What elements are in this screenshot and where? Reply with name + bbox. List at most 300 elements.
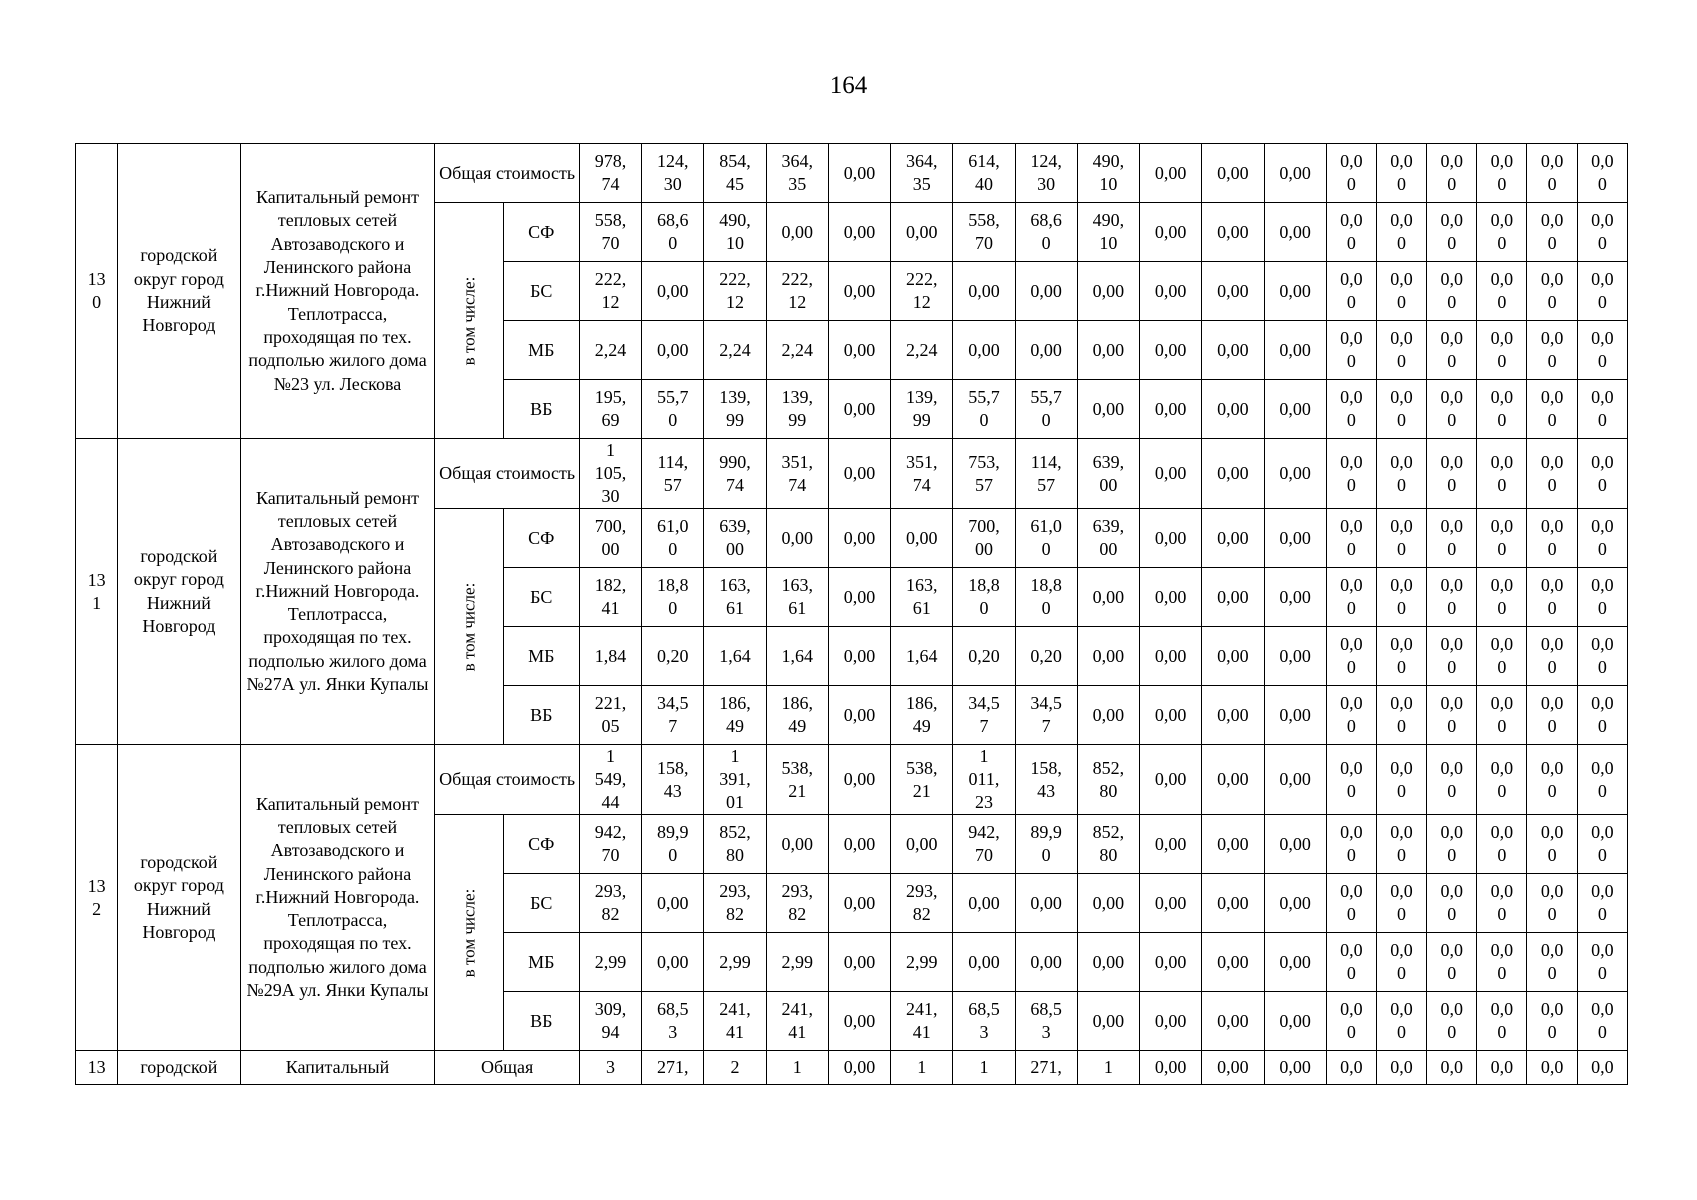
value-cell: 0,0 0 [1376,874,1426,933]
value-cell: 0,0 0 [1326,686,1376,745]
value-cell: 0,0 0 [1326,380,1376,439]
value-cell: 0,00 [1140,992,1202,1051]
value-cell: 34,5 7 [953,686,1015,745]
value-cell: 0,0 0 [1326,874,1376,933]
value-cell: 0,0 0 [1427,203,1477,262]
value-cell: 2,99 [766,933,828,992]
row-number: 13 2 [76,745,118,1051]
value-cell: 0,0 0 [1427,745,1477,815]
value-cell: 351, 74 [766,439,828,509]
value-cell: 538, 21 [766,745,828,815]
value-cell: 0,00 [1264,992,1326,1051]
value-cell: 0,0 0 [1376,509,1426,568]
value-cell: 0,0 0 [1376,933,1426,992]
value-cell: 0,0 0 [1477,144,1527,203]
value-cell: 0,0 0 [1376,568,1426,627]
value-cell: 0,0 0 [1527,933,1577,992]
value-cell: 18,8 0 [642,568,704,627]
value-cell: 0,0 0 [1326,321,1376,380]
value-cell: 0,00 [1264,933,1326,992]
value-cell: 2 [704,1051,766,1085]
value-cell: 293, 82 [891,874,953,933]
value-cell: 182, 41 [579,568,641,627]
value-cell: 0,0 [1577,1051,1627,1085]
page-number: 164 [829,72,868,99]
value-cell: 0,0 0 [1376,686,1426,745]
table-row [76,144,1628,203]
value-cell: 0,00 [1202,321,1264,380]
value-cell: 186, 49 [704,686,766,745]
municipality-cell: городской [118,1051,240,1085]
value-cell: 1 391, 01 [704,745,766,815]
value-cell: 942, 70 [953,815,1015,874]
row-number: 13 0 [76,144,118,439]
value-cell: 1 105, 30 [579,439,641,509]
value-cell: 0,0 0 [1376,203,1426,262]
value-cell: 0,0 0 [1477,933,1527,992]
value-cell: 1 [766,1051,828,1085]
value-cell: 639, 00 [704,509,766,568]
value-cell: 0,00 [891,815,953,874]
value-cell: 68,5 3 [1015,992,1077,1051]
value-cell: 2,24 [579,321,641,380]
value-cell: 2,24 [891,321,953,380]
total-cost-label: Общая [435,1051,580,1085]
funding-source-label: СФ [503,509,579,568]
value-cell: 0,0 0 [1326,439,1376,509]
value-cell: 0,0 0 [1427,439,1477,509]
value-cell: 0,00 [828,933,890,992]
value-cell: 0,0 0 [1477,568,1527,627]
value-cell: 0,0 0 [1427,380,1477,439]
municipality-cell: городской округ город Нижний Новгород [118,144,240,439]
value-cell: 0,00 [1202,992,1264,1051]
value-cell: 0,0 0 [1326,992,1376,1051]
value-cell: 0,00 [828,815,890,874]
value-cell: 700, 00 [579,509,641,568]
value-cell: 1,64 [704,627,766,686]
value-cell: 0,0 0 [1376,380,1426,439]
value-cell: 0,00 [1202,568,1264,627]
value-cell: 0,0 0 [1477,321,1527,380]
value-cell: 364, 35 [766,144,828,203]
value-cell: 0,0 0 [1527,380,1577,439]
value-cell: 0,0 0 [1527,439,1577,509]
value-cell: 0,0 0 [1427,815,1477,874]
value-cell: 0,00 [1264,380,1326,439]
value-cell: 34,5 7 [1015,686,1077,745]
value-cell: 0,0 0 [1527,568,1577,627]
value-cell: 0,00 [828,568,890,627]
value-cell: 2,24 [766,321,828,380]
value-cell: 854, 45 [704,144,766,203]
value-cell: 0,00 [828,992,890,1051]
value-cell: 0,0 [1527,1051,1577,1085]
value-cell: 0,00 [828,262,890,321]
value-cell: 490, 10 [1077,203,1139,262]
value-cell: 0,00 [1264,439,1326,509]
value-cell: 0,00 [828,1051,890,1085]
value-cell: 0,0 0 [1527,745,1577,815]
value-cell: 61,0 0 [642,509,704,568]
value-cell: 639, 00 [1077,509,1139,568]
value-cell: 0,00 [1077,321,1139,380]
table-row [76,439,1628,509]
value-cell: 614, 40 [953,144,1015,203]
value-cell: 0,00 [1140,1051,1202,1085]
value-cell: 34,5 7 [642,686,704,745]
value-cell: 0,00 [1140,815,1202,874]
value-cell: 0,0 0 [1527,144,1577,203]
value-cell: 2,24 [704,321,766,380]
value-cell: 538, 21 [891,745,953,815]
value-cell: 0,0 0 [1527,509,1577,568]
value-cell: 0,00 [1140,933,1202,992]
municipality-cell: городской округ город Нижний Новгород [118,439,240,745]
value-cell: 0,00 [1077,568,1139,627]
value-cell: 293, 82 [579,874,641,933]
value-cell: 990, 74 [704,439,766,509]
value-cell: 0,00 [1202,144,1264,203]
value-cell: 221, 05 [579,686,641,745]
value-cell: 0,20 [642,627,704,686]
value-cell: 241, 41 [891,992,953,1051]
value-cell: 753, 57 [953,439,1015,509]
value-cell: 0,0 0 [1577,568,1627,627]
value-cell: 0,0 0 [1477,262,1527,321]
value-cell: 0,0 0 [1477,380,1527,439]
value-cell: 0,0 0 [1527,815,1577,874]
value-cell: 0,00 [1077,380,1139,439]
value-cell: 124, 30 [1015,144,1077,203]
value-cell: 139, 99 [704,380,766,439]
value-cell: 0,00 [1015,321,1077,380]
row-number: 13 [76,1051,118,1085]
value-cell: 0,00 [828,380,890,439]
value-cell: 0,0 0 [1427,144,1477,203]
value-cell: 89,9 0 [642,815,704,874]
value-cell: 0,0 0 [1477,992,1527,1051]
value-cell: 0,0 0 [1427,509,1477,568]
value-cell: 0,0 0 [1527,262,1577,321]
including-label: в том числе: [459,582,479,671]
value-cell: 0,0 0 [1326,144,1376,203]
table-row [76,1051,1628,1085]
value-cell: 0,0 0 [1477,874,1527,933]
value-cell: 0,0 0 [1577,874,1627,933]
value-cell: 0,00 [1264,745,1326,815]
value-cell: 0,0 0 [1326,262,1376,321]
value-cell: 1,84 [579,627,641,686]
value-cell: 0,0 [1427,1051,1477,1085]
value-cell: 1 [1077,1051,1139,1085]
value-cell: 158, 43 [1015,745,1077,815]
value-cell: 0,0 0 [1577,262,1627,321]
value-cell: 1 [891,1051,953,1085]
value-cell: 163, 61 [766,568,828,627]
value-cell: 0,00 [1264,568,1326,627]
value-cell: 222, 12 [579,262,641,321]
value-cell: 271, [1015,1051,1077,1085]
value-cell: 0,00 [1140,568,1202,627]
value-cell: 700, 00 [953,509,1015,568]
value-cell: 0,0 0 [1326,745,1376,815]
value-cell: 1 011, 23 [953,745,1015,815]
value-cell: 0,0 0 [1577,380,1627,439]
value-cell: 0,00 [828,203,890,262]
value-cell: 241, 41 [704,992,766,1051]
value-cell: 0,00 [828,627,890,686]
value-cell: 0,0 0 [1376,321,1426,380]
value-cell: 364, 35 [891,144,953,203]
value-cell: 222, 12 [891,262,953,321]
value-cell: 0,00 [828,439,890,509]
value-cell: 1 [953,1051,1015,1085]
value-cell: 0,0 0 [1376,815,1426,874]
value-cell: 639, 00 [1077,439,1139,509]
value-cell: 0,0 0 [1427,992,1477,1051]
value-cell: 0,0 0 [1326,203,1376,262]
value-cell: 0,0 0 [1477,203,1527,262]
value-cell: 0,0 0 [1577,815,1627,874]
value-cell: 0,0 0 [1527,992,1577,1051]
funding-source-label: СФ [503,815,579,874]
value-cell: 1,64 [766,627,828,686]
value-cell: 0,0 0 [1376,745,1426,815]
funding-source-label: БС [503,262,579,321]
value-cell: 0,0 0 [1477,509,1527,568]
funding-source-label: МБ [503,627,579,686]
value-cell: 1,64 [891,627,953,686]
funding-source-label: МБ [503,933,579,992]
value-cell: 0,0 0 [1527,321,1577,380]
value-cell: 114, 57 [642,439,704,509]
value-cell: 942, 70 [579,815,641,874]
value-cell: 0,00 [1140,627,1202,686]
value-cell: 18,8 0 [953,568,1015,627]
value-cell: 0,00 [1264,144,1326,203]
value-cell: 0,0 0 [1326,933,1376,992]
value-cell: 0,00 [828,686,890,745]
value-cell: 0,00 [828,509,890,568]
row-number: 13 1 [76,439,118,745]
value-cell: 0,0 0 [1527,203,1577,262]
value-cell: 0,00 [1202,745,1264,815]
value-cell: 0,00 [828,874,890,933]
value-cell: 0,00 [1140,686,1202,745]
value-cell: 0,00 [1140,321,1202,380]
value-cell: 0,00 [1264,321,1326,380]
value-cell: 1 549, 44 [579,745,641,815]
value-cell: 0,00 [1264,686,1326,745]
value-cell: 222, 12 [704,262,766,321]
value-cell: 0,00 [1077,627,1139,686]
value-cell: 0,0 0 [1326,509,1376,568]
value-cell: 0,00 [1077,933,1139,992]
value-cell: 3 [579,1051,641,1085]
value-cell: 0,0 0 [1427,686,1477,745]
value-cell: 0,00 [1140,874,1202,933]
value-cell: 18,8 0 [1015,568,1077,627]
value-cell: 0,00 [1140,439,1202,509]
value-cell: 0,00 [1202,874,1264,933]
value-cell: 0,00 [1015,874,1077,933]
value-cell: 0,00 [1264,1051,1326,1085]
value-cell: 0,00 [1202,933,1264,992]
value-cell: 0,0 0 [1376,262,1426,321]
value-cell: 0,0 0 [1326,627,1376,686]
including-label-cell [435,509,503,745]
value-cell: 55,7 0 [1015,380,1077,439]
value-cell: 852, 80 [1077,815,1139,874]
value-cell: 0,0 0 [1527,627,1577,686]
value-cell: 0,00 [1202,203,1264,262]
value-cell: 0,00 [766,203,828,262]
value-cell: 222, 12 [766,262,828,321]
value-cell: 0,00 [1077,686,1139,745]
value-cell: 139, 99 [766,380,828,439]
value-cell: 0,0 0 [1577,321,1627,380]
value-cell: 351, 74 [891,439,953,509]
value-cell: 0,00 [1015,933,1077,992]
value-cell: 89,9 0 [1015,815,1077,874]
value-cell: 0,00 [891,203,953,262]
value-cell: 0,0 0 [1477,439,1527,509]
value-cell: 0,00 [1264,203,1326,262]
value-cell: 558, 70 [579,203,641,262]
value-cell: 0,00 [1140,745,1202,815]
value-cell: 0,0 0 [1427,262,1477,321]
value-cell: 0,00 [1202,627,1264,686]
value-cell: 490, 10 [704,203,766,262]
value-cell: 0,00 [1140,203,1202,262]
value-cell: 0,00 [1140,144,1202,203]
value-cell: 0,00 [1202,815,1264,874]
value-cell: 0,0 0 [1427,627,1477,686]
value-cell: 0,0 0 [1577,745,1627,815]
value-cell: 0,0 0 [1427,874,1477,933]
value-cell: 0,00 [1264,509,1326,568]
funding-source-label: ВБ [503,992,579,1051]
value-cell: 55,7 0 [642,380,704,439]
value-cell: 0,20 [1015,627,1077,686]
value-cell: 0,0 0 [1577,439,1627,509]
value-cell: 0,00 [1264,262,1326,321]
value-cell: 0,00 [1202,380,1264,439]
value-cell: 0,00 [828,321,890,380]
value-cell: 186, 49 [891,686,953,745]
value-cell: 0,00 [953,262,1015,321]
value-cell: 0,00 [953,874,1015,933]
value-cell: 0,00 [1264,627,1326,686]
value-cell: 0,0 0 [1577,203,1627,262]
description-cell: Капитальный ремонт тепловых сетей Автозаводского и Ленинского района г.Нижний Новгорода. Теплотрасса, проходящая по тех. подполью жилого дома №29А ул. Янки Купалы [240,745,435,1051]
value-cell: 0,00 [1264,874,1326,933]
value-cell: 0,0 [1477,1051,1527,1085]
value-cell: 309, 94 [579,992,641,1051]
value-cell: 0,0 [1326,1051,1376,1085]
total-cost-label: Общая стоимость [435,439,580,509]
value-cell: 0,0 0 [1376,144,1426,203]
value-cell: 0,00 [1202,262,1264,321]
value-cell: 0,0 0 [1326,815,1376,874]
value-cell: 0,0 0 [1577,992,1627,1051]
value-cell: 0,0 0 [1376,992,1426,1051]
value-cell: 0,0 0 [1477,745,1527,815]
value-cell: 0,0 0 [1577,933,1627,992]
description-cell: Капитальный [240,1051,435,1085]
value-cell: 68,5 3 [642,992,704,1051]
value-cell: 195, 69 [579,380,641,439]
total-cost-label: Общая стоимость [435,745,580,815]
value-cell: 0,0 0 [1577,686,1627,745]
value-cell: 558, 70 [953,203,1015,262]
description-cell: Капитальный ремонт тепловых сетей Автозаводского и Ленинского района г.Нижний Новгорода. Теплотрасса, проходящая по тех. подполью жилого дома №23 ул. Лескова [240,144,435,439]
value-cell: 293, 82 [704,874,766,933]
value-cell: 490, 10 [1077,144,1139,203]
value-cell: 0,0 0 [1376,627,1426,686]
value-cell: 0,0 0 [1427,321,1477,380]
value-cell: 0,00 [1264,815,1326,874]
value-cell: 0,00 [766,509,828,568]
value-cell: 0,00 [1140,380,1202,439]
value-cell: 0,0 0 [1427,568,1477,627]
value-cell: 0,0 0 [1527,686,1577,745]
value-cell: 0,0 0 [1326,568,1376,627]
value-cell: 0,0 0 [1427,933,1477,992]
value-cell: 241, 41 [766,992,828,1051]
budget-table [75,143,1628,1085]
value-cell: 0,00 [1077,992,1139,1051]
value-cell: 2,99 [891,933,953,992]
value-cell: 124, 30 [642,144,704,203]
value-cell: 0,00 [1202,439,1264,509]
value-cell: 163, 61 [891,568,953,627]
value-cell: 68,6 0 [1015,203,1077,262]
value-cell: 186, 49 [766,686,828,745]
funding-source-label: БС [503,874,579,933]
value-cell: 0,00 [828,144,890,203]
including-label: в том числе: [459,276,479,365]
value-cell: 852, 80 [704,815,766,874]
value-cell: 0,20 [953,627,1015,686]
value-cell: 0,0 [1376,1051,1426,1085]
value-cell: 139, 99 [891,380,953,439]
value-cell: 0,00 [1202,509,1264,568]
including-label-cell [435,203,503,439]
value-cell: 0,0 0 [1527,874,1577,933]
value-cell: 0,00 [828,745,890,815]
value-cell: 0,0 0 [1477,686,1527,745]
value-cell: 978, 74 [579,144,641,203]
value-cell: 0,00 [953,933,1015,992]
value-cell: 0,00 [1140,509,1202,568]
value-cell: 0,00 [642,321,704,380]
table-row [76,745,1628,815]
value-cell: 0,00 [1015,262,1077,321]
value-cell: 0,00 [1077,262,1139,321]
value-cell: 163, 61 [704,568,766,627]
value-cell: 0,0 0 [1376,439,1426,509]
value-cell: 0,00 [642,933,704,992]
value-cell: 271, [642,1051,704,1085]
funding-source-label: МБ [503,321,579,380]
including-label: в том числе: [459,888,479,977]
value-cell: 0,00 [642,262,704,321]
value-cell: 114, 57 [1015,439,1077,509]
value-cell: 0,00 [891,509,953,568]
value-cell: 0,0 0 [1577,509,1627,568]
